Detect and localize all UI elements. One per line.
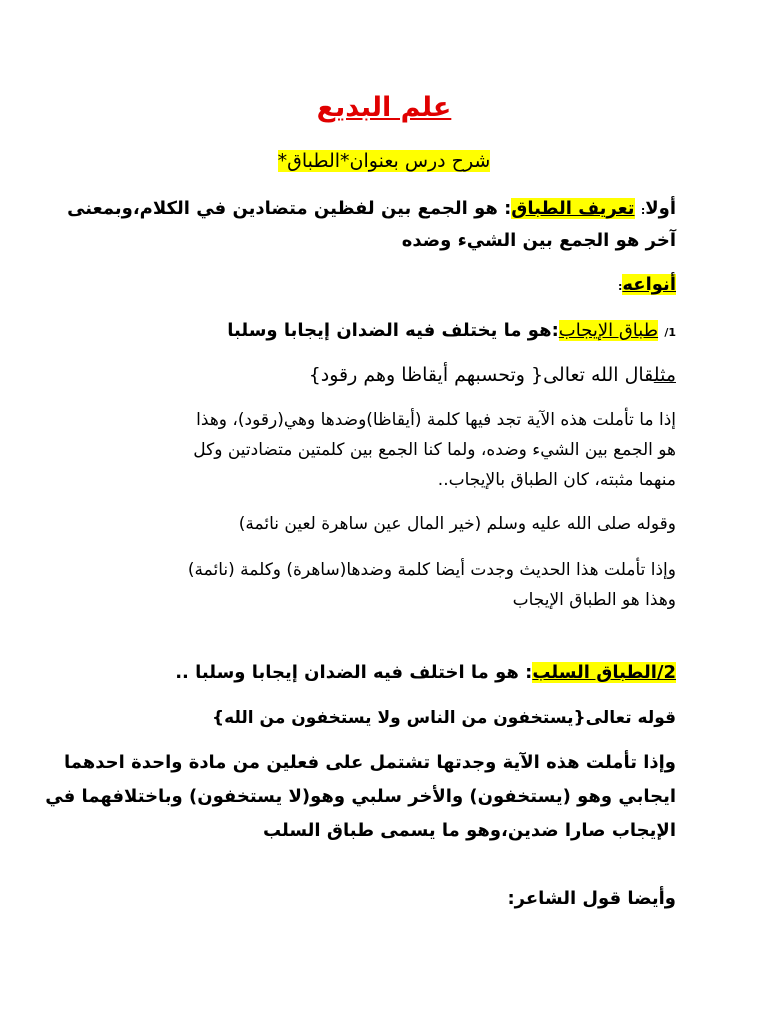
type1-line [92,320,676,341]
type1-number: 1/ [664,326,676,339]
paragraph3-line-1: وإذا تأملت هذه الآية وجدتها تشتمل على فعلين من مادة واحدة احدهما [63,752,676,773]
types-heading [92,274,676,295]
document-title: علم البديع [316,92,452,123]
paragraph1-line-3: منهما مثبته، كان الطباق بالإيجاب.. [437,470,676,490]
paragraph2-line-1: وإذا تأملت هذا الحديث وجدت أيضا كلمة وضدها(ساهرة) وكلمة (نائمة) [187,560,676,580]
paragraph1-line-1: إذا ما تأملت هذه الآية تجد فيها كلمة (أيقاظا)وضدها وهي(رقود)، وهذا [196,410,676,430]
example2-line: قوله تعالى{يستخفون من الناس ولا يستخفون من الله} [212,708,676,728]
type1-label: طباق الإيجاب [558,320,659,341]
hadith-line: وقوله صلى الله عليه وسلم (خير المال عين ساهرة لعين نائمة) [238,514,676,534]
example1-line [92,364,676,386]
document-subtitle [0,150,768,172]
paragraph3-line-3: الإيجاب صارا ضدين،وهو ما يسمى طباق السلب [262,820,676,841]
type2-label: 2/الطباق السلب [532,662,676,683]
definition-term: تعريف الطباق [511,198,635,219]
subtitle-text: شرح درس بعنوان*الطباق* [277,150,491,172]
type1-definition: :هو ما يختلف فيه الضدان إيجابا وسلبا [227,320,559,341]
definition-line-2: آخر هو الجمع بين الشيء وضده [401,230,676,251]
first-sep: : [640,204,646,217]
definition-line-1 [67,198,676,219]
example1-verse: قال الله تعالى{ وتحسبهم أيقاظا وهم رقود} [308,364,654,386]
example1-mark: مثل [653,364,676,386]
types-sep: : [617,280,623,293]
type2-line [92,662,676,683]
type2-definition: : هو ما اختلف فيه الضدان إيجابا وسلبا .. [175,662,533,683]
poet-line: وأيضا قول الشاعر: [507,888,676,909]
types-label: أنواعه [622,274,676,295]
paragraph2-line-2: وهذا هو الطباق الإيجاب [512,590,676,610]
definition-text: : هو الجمع بين لفظين متضادين في الكلام،وبمعنى [67,198,512,219]
first-label: أولا [645,198,676,219]
paragraph1-line-2: هو الجمع بين الشيء وضده، ولما كنا الجمع بين كلمتين متضادتين وكل [193,440,676,460]
paragraph3-line-2: ايجابي وهو (يستخفون) والأخر سلبي وهو(لا يستخفون) وباختلافهما في [45,786,676,807]
